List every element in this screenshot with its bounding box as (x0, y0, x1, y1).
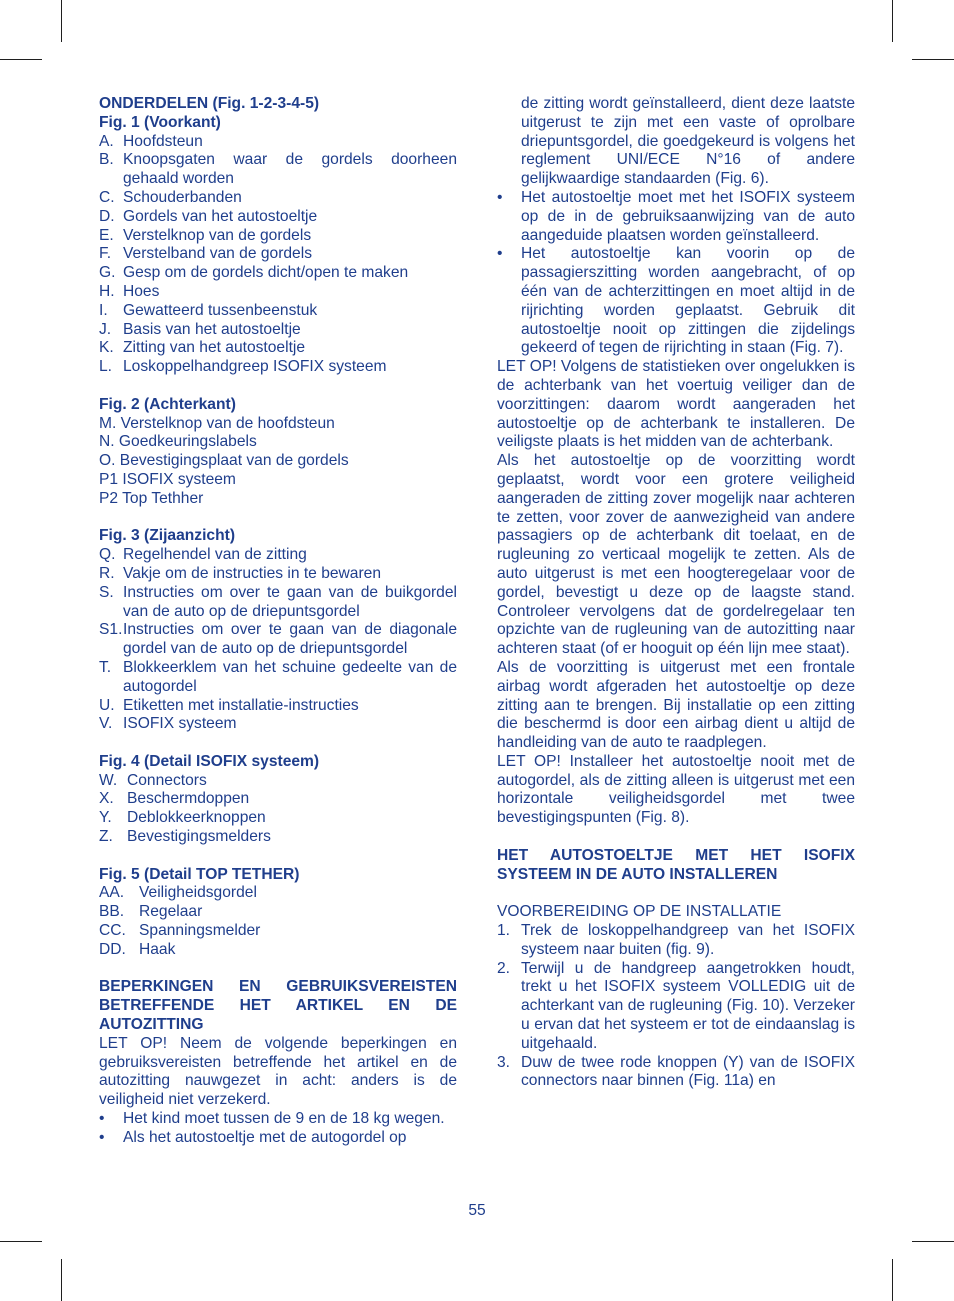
fig2-heading: Fig. 2 (Achterkant) (99, 395, 236, 413)
list-text: Instructies om over te gaan van de diagonale gordel van de auto op de driepuntsgordel (123, 621, 457, 658)
step-text: Trek de loskoppelhandgreep van het ISOFIX systeem naar buiten (fig. 9). (521, 922, 855, 958)
list-item: P2 Top Tethher (99, 489, 204, 507)
steps-list (497, 922, 855, 1091)
list-text: Zitting van het autostoeltje (123, 339, 306, 357)
list-item (99, 264, 457, 283)
step-marker: 3. (497, 1053, 511, 1071)
fig5-heading: Fig. 5 (Detail TOP TETHER) (99, 865, 300, 883)
list-item (99, 621, 457, 659)
bullet-marker: • (497, 188, 503, 206)
fig2-list (99, 415, 457, 509)
list-text: Instructies om over te gaan van de buikgordel van de auto op de driepuntsgordel (123, 583, 457, 620)
bullet-text: Het kind moet tussen de 9 en de 18 kg wegen. (123, 1110, 445, 1128)
list-item (99, 189, 457, 208)
list-item (99, 584, 457, 622)
crop-mark (0, 59, 42, 60)
paragraph: Als het autostoeltje op de voorzitting wordt geplaatst, wordt voor een grotere veiligheid aangeraden de zitting zover mogelijk naar achteren te zetten, voor zover de aanwezigheid van andere passagiers op de achterbank dit toelaat, en de rugleuning zo verticaal mogelijk te zetten. Als de auto uitgerust is met een hoogteregelaar voor de gordel, bevestigt u deze op de laagste stand. Controleer vervolgens dat de gordelregelaar ten opzichte van de rugleuning van de autozitting naar achteren staat (of er hooguit op één lijn mee staat). (497, 452, 855, 658)
list-marker: C. (99, 188, 115, 206)
list-marker: Z. (99, 828, 113, 846)
list-text: Knoopsgaten waar de gordels doorheen gehaald worden (123, 151, 457, 188)
list-text: Hoofdsteun (123, 132, 203, 150)
list-text: Connectors (127, 771, 207, 789)
list-marker: E. (99, 226, 114, 244)
list-marker: D. (99, 207, 115, 225)
list-item (99, 208, 457, 227)
list-text: Etiketten met installatie-instructies (123, 696, 359, 714)
bullet-marker: • (99, 1110, 105, 1128)
list-marker: T. (99, 658, 112, 676)
bullet-item (99, 1129, 457, 1148)
bullet-marker: • (99, 1128, 105, 1146)
list-text: Verstelband van de gordels (123, 245, 312, 263)
paragraph: LET OP! Volgens de statistieken over ongelukken is de achterbank van het voertuig veiliger dan de voorzittingen: daarom wordt aangeraden het autostoeltje op de achterbank te installeren. De veiligste plaats is het midden van de achterbank. (497, 358, 855, 451)
list-item (99, 828, 457, 847)
fig3-heading: Fig. 3 (Zijaanzicht) (99, 527, 236, 545)
list-marker: W. (99, 771, 118, 789)
list-item (99, 227, 457, 246)
list-item (99, 659, 457, 697)
crop-mark (912, 1241, 954, 1242)
list-marker: DD. (99, 940, 126, 958)
bullet-text: Het autostoeltje moet met het ISOFIX systeem op de in de gebruiksaanwijzing van de auto aangeduide plaatsen worden geïnstalleerd. (521, 188, 855, 244)
list-marker: J. (99, 320, 112, 338)
bullet-text: Het autostoeltje kan voorin op de passagierszitting worden aangebracht, of op één van de achterzittingen en moet altijd in de rijrichting worden geplaatst. Gebruik dit autostoeltje nooit op zittingen die zijdelings gekeerd of tegen de rijrichting in staan (Fig. 7). (521, 245, 855, 357)
fig1-list (99, 133, 457, 377)
list-text: Loskoppelhandgreep ISOFIX systeem (123, 358, 387, 376)
restrictions-heading: BEPERKINGEN EN GEBRUIKSVEREISTEN BETREFFENDE HET ARTIKEL EN DE AUTOZITTING (99, 978, 457, 1034)
components-heading: ONDERDELEN (Fig. 1-2-3-4-5) (99, 95, 320, 112)
crop-mark (61, 0, 62, 42)
list-item (99, 283, 457, 302)
step-marker: 1. (497, 922, 511, 940)
list-item (99, 922, 457, 941)
list-item: N. Goedkeuringslabels (99, 433, 257, 451)
list-text: Vakje om de instructies in te bewaren (123, 564, 382, 582)
list-marker: F. (99, 245, 112, 263)
install-heading: HET AUTOSTOELTJE MET HET ISOFIX SYSTEEM IN DE AUTO INSTALLEREN (497, 846, 855, 883)
step-item (497, 922, 855, 960)
list-item (99, 321, 457, 340)
list-marker: CC. (99, 922, 126, 940)
list-text: Regelaar (139, 903, 203, 921)
list-text: Veiligheidsgordel (139, 884, 257, 902)
fig1-heading: Fig. 1 (Voorkant) (99, 113, 221, 131)
list-item (99, 772, 457, 791)
list-text: Gesp om de gordels dicht/open te maken (123, 264, 409, 282)
list-marker: L. (99, 358, 113, 376)
list-marker: R. (99, 564, 115, 582)
list-text: Blokkeerklem van het schuine gedeelte van de autogordel (123, 658, 457, 695)
list-text: Basis van het autostoeltje (123, 320, 301, 338)
list-marker: G. (99, 264, 116, 282)
list-item (99, 697, 457, 716)
list-item (99, 133, 457, 152)
list-marker: I. (99, 301, 108, 319)
list-item: P1 ISOFIX systeem (99, 470, 236, 488)
list-item (99, 339, 457, 358)
bullet-item (497, 245, 855, 358)
crop-mark (61, 1259, 62, 1301)
list-item (99, 903, 457, 922)
list-item (99, 941, 457, 960)
list-text: Hoes (123, 282, 160, 300)
list-marker: V. (99, 715, 113, 733)
list-item (99, 546, 457, 565)
fig4-list (99, 772, 457, 847)
left-column (99, 95, 457, 1148)
list-text: Gewatteerd tussenbeenstuk (123, 301, 318, 319)
list-text: Beschermdoppen (127, 790, 250, 808)
list-marker: H. (99, 282, 115, 300)
bullet-text: Als het autostoeltje met de autogordel op (123, 1128, 407, 1146)
list-item (99, 884, 457, 903)
list-marker: A. (99, 132, 114, 150)
fig4-heading: Fig. 4 (Detail ISOFIX systeem) (99, 752, 320, 770)
list-text: Schouderbanden (123, 188, 242, 206)
step-item (497, 1054, 855, 1092)
list-marker: Y. (99, 809, 112, 827)
list-marker: S. (99, 583, 114, 601)
fig3-list (99, 546, 457, 734)
prep-heading: VOORBEREIDING OP DE INSTALLATIE (497, 903, 782, 921)
list-text: Bevestigingsmelders (127, 828, 271, 846)
crop-mark (892, 0, 893, 42)
bullet-item (497, 189, 855, 245)
step-text: Duw de twee rode knoppen (Y) van de ISOFIX connectors naar binnen (Fig. 11a) en (521, 1053, 855, 1090)
list-item (99, 565, 457, 584)
list-marker: B. (99, 151, 114, 169)
step-marker: 2. (497, 959, 511, 977)
list-text: Deblokkeerknoppen (127, 809, 266, 827)
crop-mark (0, 1241, 42, 1242)
restrictions-text: LET OP! Neem de volgende beperkingen en gebruiksvereisten betreffende het artikel en de autozitting nauwgezet in acht: anders is de veiligheid niet verzekerd. (99, 1034, 457, 1109)
list-item (99, 809, 457, 828)
paragraph: Als de voorzitting is uitgerust met een frontale airbag wordt afgeraden het autostoeltje op deze zitting aan te brengen. Bij installatie op een zitting die beschermd is door een airbag dient u altijd de handleiding van de auto te raadplegen. (497, 658, 855, 752)
list-text: Spanningsmelder (139, 922, 261, 940)
list-marker: AA. (99, 884, 125, 902)
list-text: Gordels van het autostoeltje (123, 207, 318, 225)
list-marker: U. (99, 696, 115, 714)
list-item (99, 790, 457, 809)
list-marker: K. (99, 339, 114, 357)
list-text: Regelhendel van de zitting (123, 546, 307, 564)
right-column (497, 95, 855, 1091)
continued-bullet-text: de zitting wordt geïnstalleerd, dient deze laatste uitgerust te zijn met een vaste of oprolbare driepuntsgordel, die goedgekeurd is volgens het reglement UNI/ECE N°16 of andere gelijkwaardige standaarden (Fig. 6). (521, 95, 855, 188)
page-number: 55 (468, 1202, 486, 1219)
crop-mark (892, 1259, 893, 1301)
list-text: Haak (139, 940, 176, 958)
list-text: Verstelknop van de gordels (123, 226, 312, 244)
list-item (99, 715, 457, 734)
fig5-list (99, 884, 457, 959)
crop-mark (912, 59, 954, 60)
list-item: O. Bevestigingsplaat van de gordels (99, 452, 349, 470)
paragraph: LET OP! Installeer het autostoeltje nooit met de autogordel, als de zitting alleen is uitgerust met een horizontale veiligheidsgordel met twee bevestigingspunten (Fig. 8). (497, 752, 855, 827)
list-marker: Q. (99, 546, 116, 564)
list-marker: S1. (99, 621, 123, 639)
bullet-marker: • (497, 245, 503, 263)
list-item (99, 151, 457, 189)
list-item (99, 245, 457, 264)
list-text: ISOFIX systeem (123, 715, 237, 733)
list-item: M. Verstelknop van de hoofdsteun (99, 414, 335, 432)
list-item (99, 358, 457, 377)
bullet-item (99, 1110, 457, 1129)
step-item (497, 960, 855, 1054)
list-item (99, 302, 457, 321)
list-marker: BB. (99, 903, 125, 921)
step-text: Terwijl u de handgreep aangetrokken houdt, trekt u het ISOFIX systeem VOLLEDIG uit de achterkant van de rugleuning (Fig. 10). Verzeker u ervan dat het systeem er tot de eindaanslag is uitgehaald. (521, 959, 855, 1052)
list-marker: X. (99, 790, 114, 808)
